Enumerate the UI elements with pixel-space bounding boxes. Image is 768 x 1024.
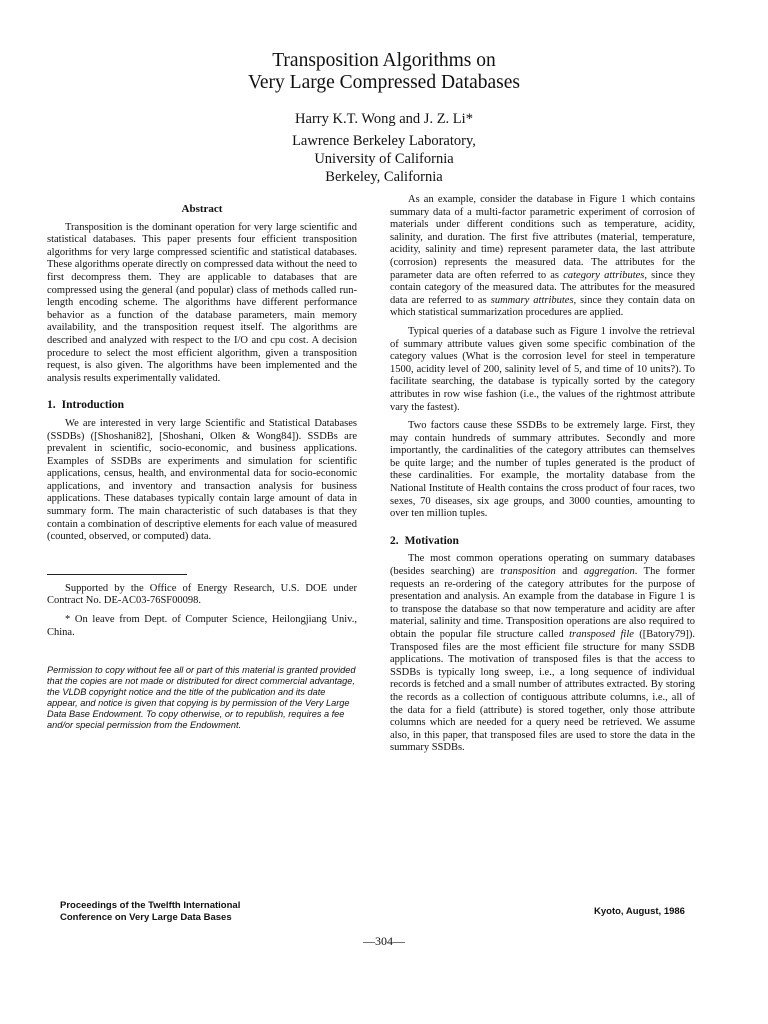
size-factors-paragraph: Two factors cause these SSDBs to be extremely large. First, they may contain hundreds of summary attributes. Secondly and more importantly, the cardinalities of the category attributes can themselves be quite large; and the number of tuples generated is the product of these cardinalities. For example, the mortality database from the National Institute of Health contains the cross product of four races, two sexes, 70 diseases, six age groups, and 3000 counties, amounting to over ten million tuples.	[390, 420, 695, 520]
left-column	[47, 203, 357, 737]
introduction-paragraph: We are interested in very large Scientific and Statistical Databases (SSDBs) ([Shoshani82], [Shoshani, Olken & Wong84]). SSDBs are prevalent in scientific, socio-economic, and business applications. Examples of SSDBs are experiments and simulation for scientific applications, census, health, and environmental data for socio-economic applications, and inventory and transaction analysis for business applications. These databases typically contain large amount of data in summary form. The main characteristic of such databases is that they contain a combination of descriptive elements for each value of measured (counted, observed, or computed) data.	[47, 417, 357, 543]
section-heading-introduction	[47, 399, 357, 412]
conference-location-date: Kyoto, August, 1986	[594, 906, 685, 917]
abstract-text: Transposition is the dominant operation for very large scientific and statistical databases. This paper presents four efficient transposition algorithms for very large compressed scientific and statistical databases. These algorithms operate directly on compressed data without the need to first decompress them. They are applicable to databases that are compressed using the general (and popular) class of methods called run-length encoding scheme. The algorithms have different performance behavior as a function of the database parameters, main memory availability, and the transposition request itself. The algorithms are described and analyzed with respect to the I/O and cpu cost. A decision procedure to select the most efficient algorithm, given a transposition request, is also given. The algorithms have been implemented and the analysis results experimentally validated.	[47, 221, 357, 384]
footnote-author-leave: * On leave from Dept. of Computer Science, Heilongjiang Univ., China.	[47, 614, 357, 638]
section-title: Motivation	[404, 534, 459, 547]
term-aggregation: aggregation	[583, 566, 635, 578]
affiliation-university: University of California	[314, 151, 454, 167]
affiliation-city: Berkeley, California	[325, 169, 443, 185]
term-transposition: transposition	[500, 566, 556, 578]
motivation-paragraph: The most common operations operating on summary databases (besides searching) are transposition and aggregation. The former requests an re-ordering of the category attributes for the purpose of presentation and analysis. An example from the database in Figure 1 is to transpose the database so that now temperature and acidity are after material, salinity and time. Transposition operations are also required to obtain the popular file structure called transposed file ([Batory79]). Transposed files are the most efficient file structure for many SSDB applications. The motivation of transposed files is that the access to SSDBs is typically long sweep, i.e., a long sequence of individual records is fetched and a small number of attributes extracted. By storing the records as a collection of contiguous attribute columns, i.e., all of the data for a field (attribute) is stored together, only those attribute columns which are needed for a query need be retrieved. We assume also, in this paper, that transposed files are used to store the data in the summary SSDBs.	[390, 553, 695, 754]
section-heading-motivation	[390, 535, 695, 548]
term-transposed-file: transposed file	[569, 629, 634, 640]
term-category-attributes: category attributes	[563, 269, 645, 281]
copyright-permission-notice: Permission to copy without fee all or part of this material is granted provided that the copies are not made or distributed for direct commercial advantage, the VLDB copyright notice and the title of the publication and its date appear, and notice is given that copying is by permission of the Very Large Data Base Endowment. To copy otherwise, or to republish, requires a fee and/or special permission from the Endowment.	[47, 665, 356, 731]
title-line-1: Transposition Algorithms on	[272, 50, 496, 71]
affiliation-lab: Lawrence Berkeley Laboratory,	[292, 133, 476, 149]
term-summary-attributes: summary attributes	[490, 294, 574, 306]
page-number: —304—	[363, 934, 405, 948]
section-number: 2.	[390, 534, 399, 547]
title-line-2: Very Large Compressed Databases	[247, 72, 520, 93]
section-number: 1.	[47, 399, 56, 412]
example-paragraph: As an example, consider the database in Figure 1 which contains summary data of a multi-factor parametric experiment of corrosion of materials under different conditions such as temperature, acidity, salinity, and duration. The first five attributes (material, temperature, acidity, salinity and time) represent parameter data, the last attribute (corrosion) represents the measured data. The attributes for the parameter data are often referred to as category attributes, since they contain category of the measured data. The attributes for the measured data are referred to as summary attributes, since they contain data on which statistical summarization procedures are applied.	[390, 194, 696, 319]
section-title: Introduction	[61, 399, 125, 412]
proceedings-line-2: Conference on Very Large Data Bases	[60, 912, 232, 923]
footnote-rule	[47, 574, 187, 575]
right-column	[390, 194, 695, 761]
author-names: Harry K.T. Wong and J. Z. Li*	[295, 111, 473, 127]
queries-paragraph: Typical queries of a database such as Figure 1 involve the retrieval of summary attribute values given some specific combination of the category values (What is the corrosion level for steel in temperature 1500, acidity level of 200, salinity level of 5, and time of 10 units?). To facilitate searching, the database is typically sorted by the category attributes in row wise fashion (i.e., the values of the rightmost attribute vary the fastest).	[390, 325, 695, 413]
proceedings-footer	[60, 900, 240, 924]
footnote-support: Supported by the Office of Energy Research, U.S. DOE under Contract No. DE-AC03-76SF00098.	[47, 582, 357, 607]
paper-title	[0, 50, 768, 94]
abstract-heading: Abstract	[181, 203, 223, 215]
proceedings-line-1: Proceedings of the Twelfth International	[60, 900, 241, 911]
author-block	[0, 110, 768, 186]
